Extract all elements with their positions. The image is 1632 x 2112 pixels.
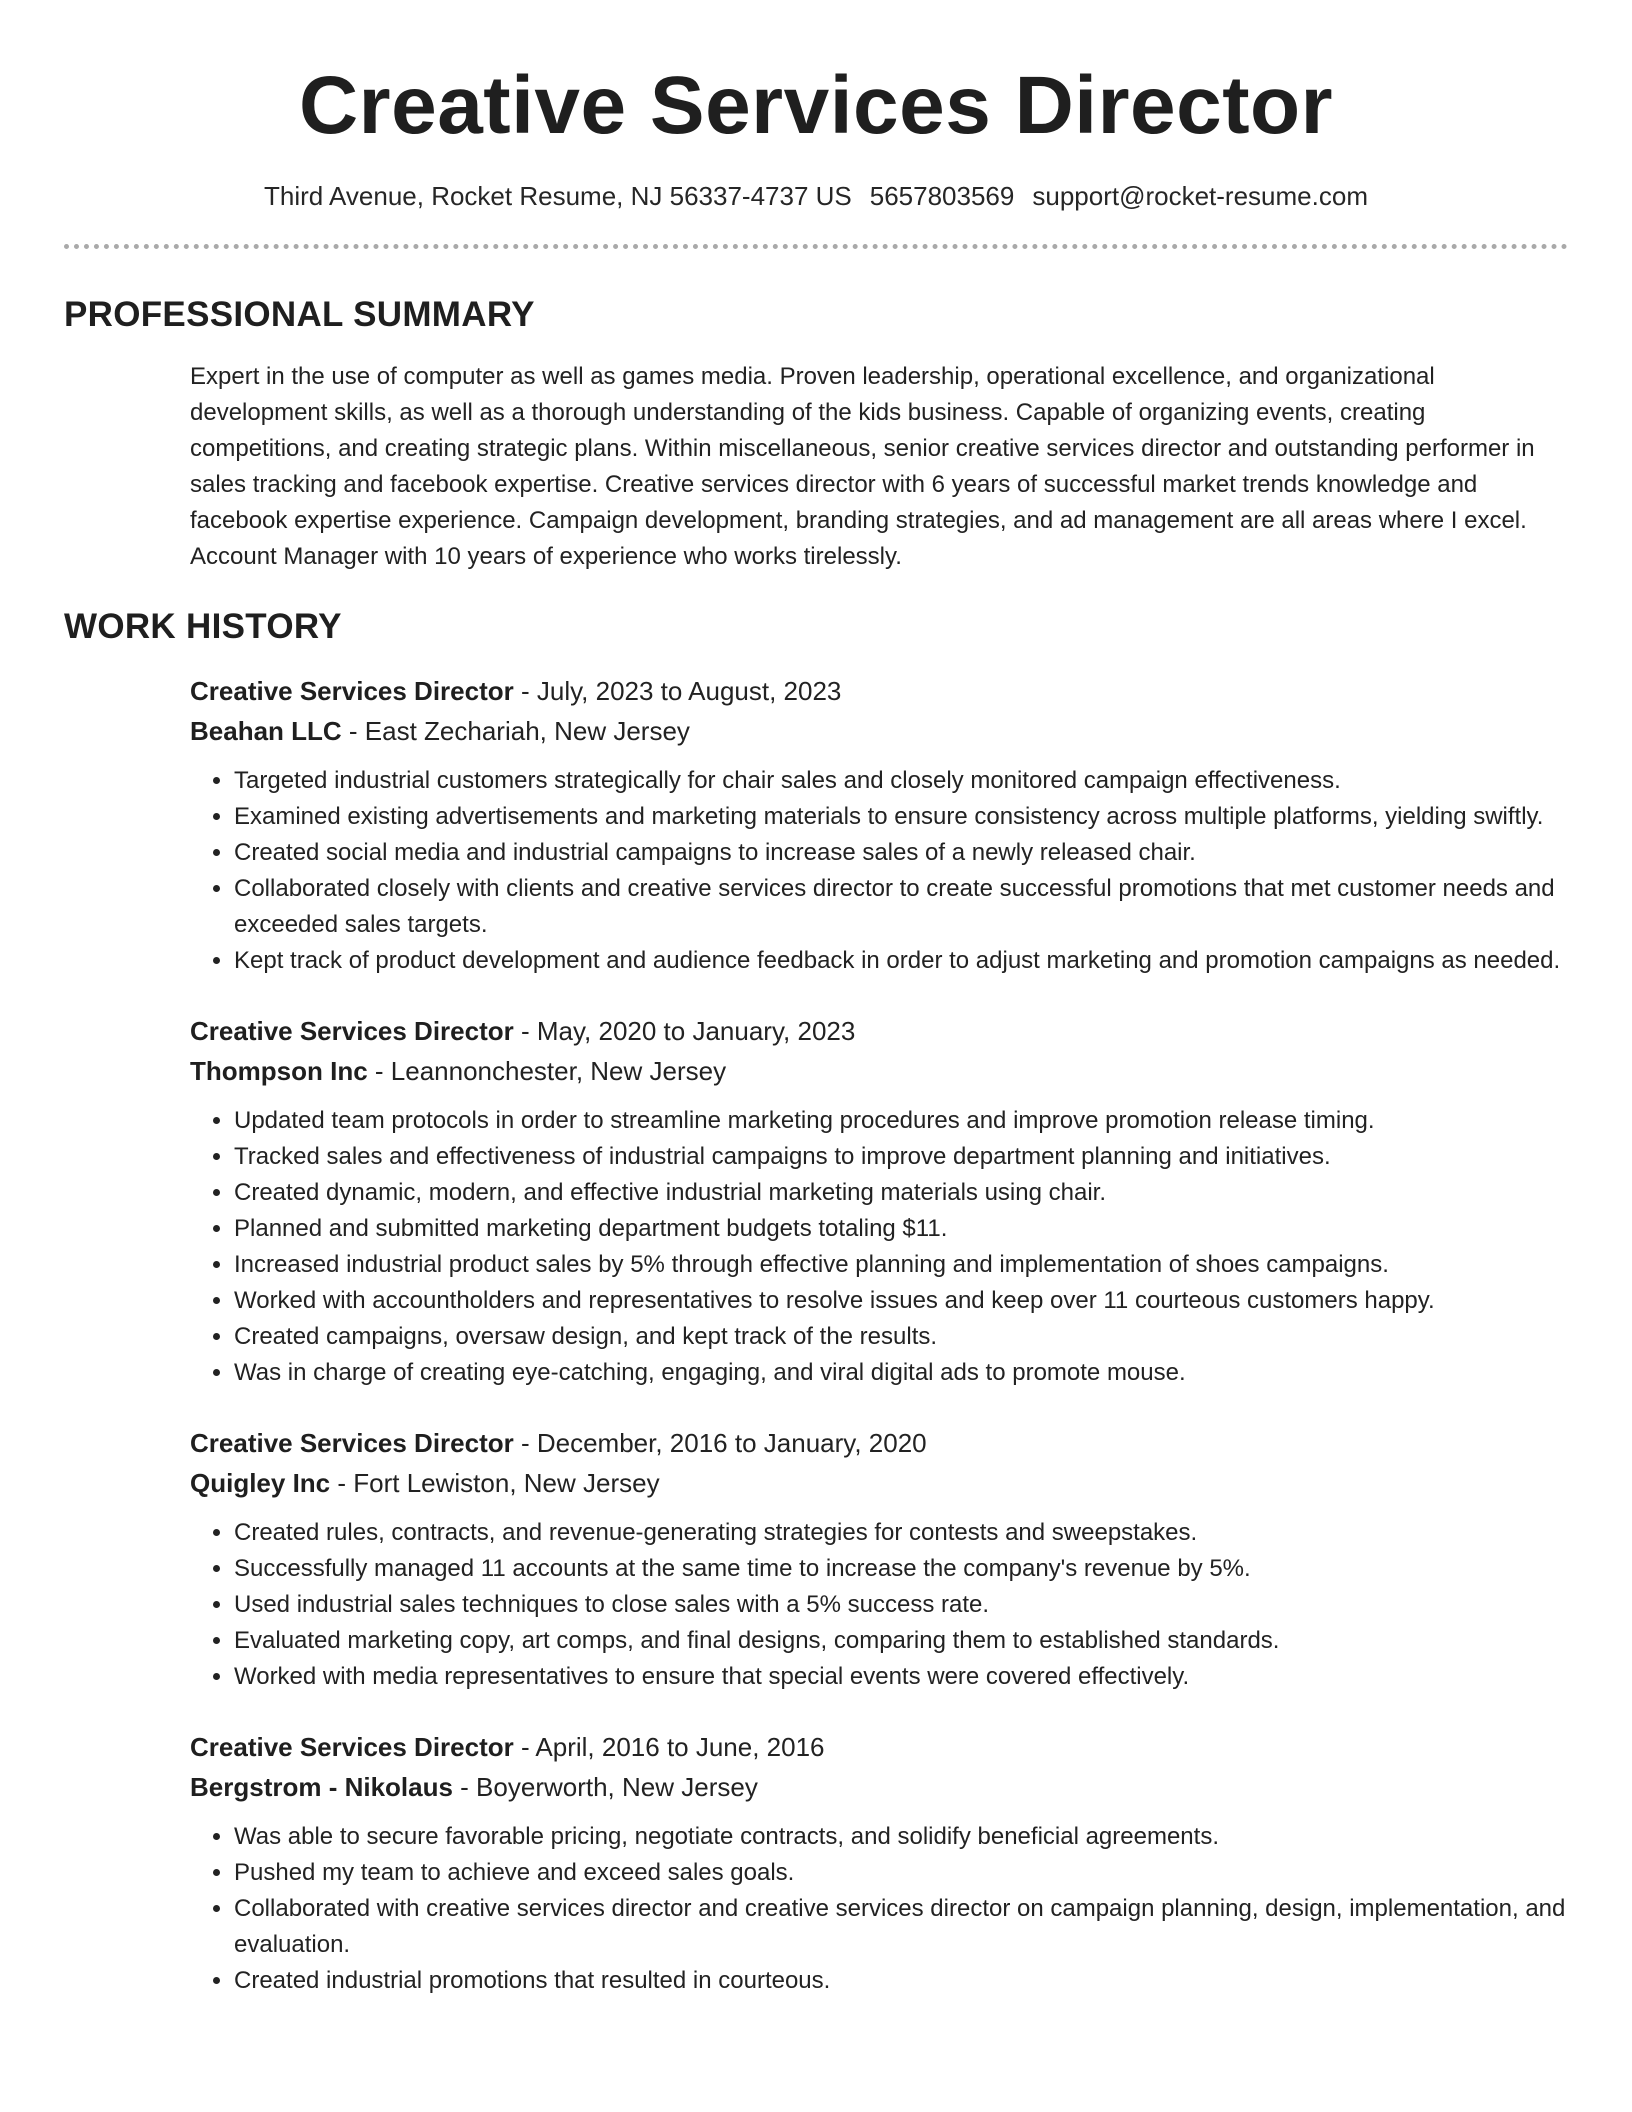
contact-address: Third Avenue, Rocket Resume, NJ 56337-4737 US — [264, 181, 852, 211]
job-bullet: • Tracked sales and effectiveness of industrial campaigns to improve department planning and initiatives. — [234, 1139, 1568, 1175]
work-history-heading: WORK HISTORY — [64, 607, 342, 646]
job-company-line — [190, 1051, 1568, 1091]
job-title-line — [190, 1011, 1568, 1051]
contact-email: support@rocket-resume.com — [1032, 181, 1368, 211]
job-title-line — [190, 1727, 1568, 1767]
job-bullets — [190, 763, 1568, 979]
job-location: - Leannonchester, New Jersey — [367, 1056, 727, 1086]
job-company-line — [190, 1463, 1568, 1503]
job-title: Creative Services Director — [190, 1428, 514, 1458]
job-company: Bergstrom - Nikolaus — [190, 1772, 453, 1802]
job-bullets — [190, 1103, 1568, 1391]
job-bullets — [190, 1819, 1568, 1999]
job-company: Thompson Inc — [190, 1056, 368, 1086]
job-dates: - July, 2023 to August, 2023 — [513, 676, 842, 706]
job-location: - Fort Lewiston, New Jersey — [330, 1468, 660, 1498]
job-dates: - December, 2016 to January, 2020 — [513, 1428, 927, 1458]
resume-name: Creative Services Director — [298, 60, 1334, 151]
job-bullet: • Collaborated with creative services director and creative services director on campaign planning, design, implementation, and evaluation. — [234, 1891, 1568, 1963]
job-company-line — [190, 1767, 1568, 1807]
job-location: - Boyerworth, New Jersey — [452, 1772, 758, 1802]
contact-line — [64, 180, 1568, 212]
job-bullet: • Evaluated marketing copy, art comps, and final designs, comparing them to established standards. — [234, 1623, 1568, 1659]
job-title-line — [190, 1423, 1568, 1463]
job-bullet: • Created social media and industrial campaigns to increase sales of a newly released chair. — [234, 835, 1568, 871]
job-bullet: • Created dynamic, modern, and effective industrial marketing materials using chair. — [234, 1175, 1568, 1211]
job-title: Creative Services Director — [190, 676, 514, 706]
job-company: Quigley Inc — [190, 1468, 331, 1498]
job-bullet: • Created campaigns, oversaw design, and kept track of the results. — [234, 1319, 1568, 1355]
job-dates: - May, 2020 to January, 2023 — [513, 1016, 856, 1046]
job-bullet: • Worked with media representatives to ensure that special events were covered effectively. — [234, 1659, 1568, 1695]
job-bullet: • Increased industrial product sales by 5% through effective planning and implementation of shoes campaigns. — [234, 1247, 1568, 1283]
job-company-line — [190, 711, 1568, 751]
job-bullet: • Created rules, contracts, and revenue-generating strategies for contests and sweepstakes. — [234, 1515, 1568, 1551]
job-bullet: • Updated team protocols in order to streamline marketing procedures and improve promotion release timing. — [234, 1103, 1568, 1139]
job-entry — [190, 1423, 1568, 1695]
job-entry — [190, 1011, 1568, 1391]
job-entry — [190, 1727, 1568, 1999]
job-bullet: • Pushed my team to achieve and exceed sales goals. — [234, 1855, 1568, 1891]
job-bullet: • Collaborated closely with clients and creative services director to create successful promotions that met customer needs and exceeded sales targets. — [234, 871, 1568, 943]
job-bullet: • Created industrial promotions that resulted in courteous. — [234, 1963, 1568, 1999]
job-dates: - April, 2016 to June, 2016 — [513, 1732, 825, 1762]
job-bullet: • Planned and submitted marketing department budgets totaling $11. — [234, 1211, 1568, 1247]
job-location: - East Zechariah, New Jersey — [341, 716, 690, 746]
contact-phone: 5657803569 — [869, 181, 1015, 211]
job-title: Creative Services Director — [190, 1732, 514, 1762]
job-bullet: • Was in charge of creating eye-catching, engaging, and viral digital ads to promote mouse. — [234, 1355, 1568, 1391]
job-title-line — [190, 671, 1568, 711]
job-entry — [190, 671, 1568, 979]
job-bullet: • Was able to secure favorable pricing, negotiate contracts, and solidify beneficial agreements. — [234, 1819, 1568, 1855]
header-divider — [64, 244, 1568, 249]
summary-text: Expert in the use of computer as well as games media. Proven leadership, operational excellence, and organizational development skills, as well as a thorough understanding of the kids business. Capable of organizing events, creating competitions, and creating strategic plans. Within miscellaneous, senior creative services director and outstanding performer in sales tracking and facebook expertise. Creative services director with 6 years of successful market trends knowledge and facebook expertise experience. Campaign development, branding strategies, and ad management are all areas where I excel. Account Manager with 10 years of experience who works tirelessly. — [190, 363, 1535, 570]
job-bullet: • Examined existing advertisements and marketing materials to ensure consistency across multiple platforms, yielding swiftly. — [234, 799, 1568, 835]
job-bullet: • Kept track of product development and audience feedback in order to adjust marketing and promotion campaigns as needed. — [234, 943, 1568, 979]
job-title: Creative Services Director — [190, 1016, 514, 1046]
job-bullet: • Worked with accountholders and representatives to resolve issues and keep over 11 courteous customers happy. — [234, 1283, 1568, 1319]
job-bullets — [190, 1515, 1568, 1695]
job-bullet: • Targeted industrial customers strategically for chair sales and closely monitored campaign effectiveness. — [234, 763, 1568, 799]
job-bullet: • Successfully managed 11 accounts at the same time to increase the company's revenue by 5%. — [234, 1551, 1568, 1587]
job-company: Beahan LLC — [190, 716, 342, 746]
summary-heading: PROFESSIONAL SUMMARY — [64, 295, 535, 334]
job-bullet: • Used industrial sales techniques to close sales with a 5% success rate. — [234, 1587, 1568, 1623]
